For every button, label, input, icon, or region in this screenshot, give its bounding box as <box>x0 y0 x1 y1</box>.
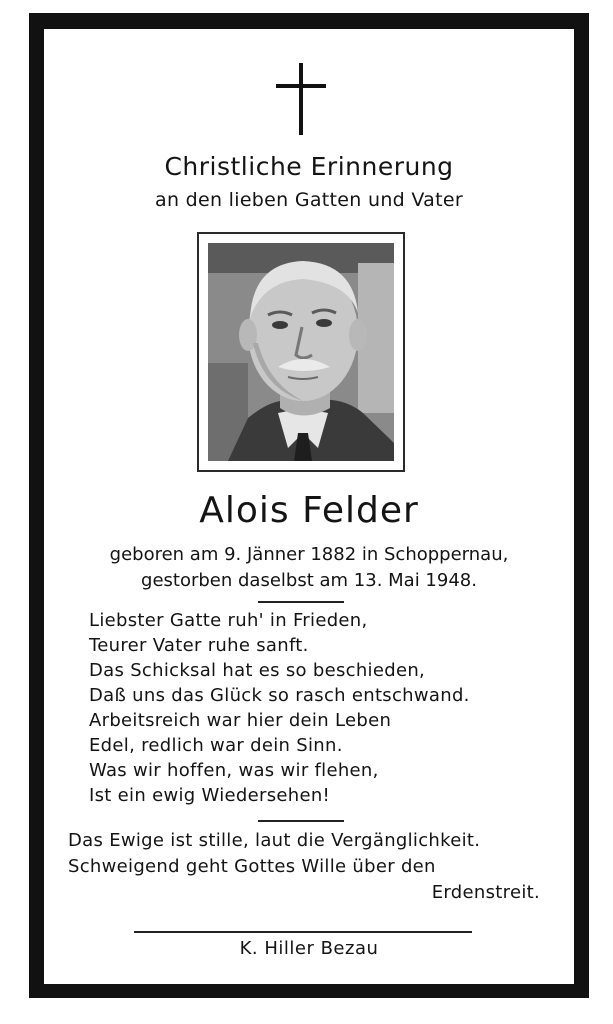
poem-line: Was wir hoffen, was wir flehen, <box>89 760 379 781</box>
poem-line: Teurer Vater ruhe sanft. <box>89 635 309 656</box>
verse-line: Schweigend geht Gottes Wille über den <box>68 856 436 877</box>
closing-verse <box>68 828 540 906</box>
death-line: gestorben daselbst am 13. Mai 1948. <box>141 570 477 591</box>
divider-top <box>258 601 344 603</box>
poem-line: Edel, redlich war dein Sinn. <box>89 735 343 756</box>
verse-line: Erdenstreit. <box>431 882 540 903</box>
card-title: Christliche Erinnerung <box>164 152 454 181</box>
birth-line: geboren am 9. Jänner 1882 in Schoppernau, <box>109 544 509 565</box>
card-subtitle: an den lieben Gatten und Vater <box>155 189 463 211</box>
poem-line: Liebster Gatte ruh' in Frieden, <box>89 610 368 631</box>
divider-middle <box>258 820 344 822</box>
verse-line: Das Ewige ist stille, laut die Vergänglichkeit. <box>68 830 481 851</box>
poem-line: Arbeitsreich war hier dein Leben <box>89 710 392 731</box>
portrait-frame <box>197 232 405 472</box>
poem-line: Das Schicksal hat es so beschieden, <box>89 660 426 681</box>
printer-credit: K. Hiller Bezau <box>239 938 379 959</box>
poem-line: Daß uns das Glück so rasch entschwand. <box>89 685 470 706</box>
poem-line: Ist ein ewig Wiedersehen! <box>89 785 331 806</box>
life-dates <box>44 542 574 594</box>
portrait-photo <box>208 243 394 461</box>
divider-bottom <box>134 931 472 933</box>
deceased-name: Alois Felder <box>199 490 419 531</box>
cross-icon <box>276 63 326 135</box>
poem <box>89 608 470 808</box>
